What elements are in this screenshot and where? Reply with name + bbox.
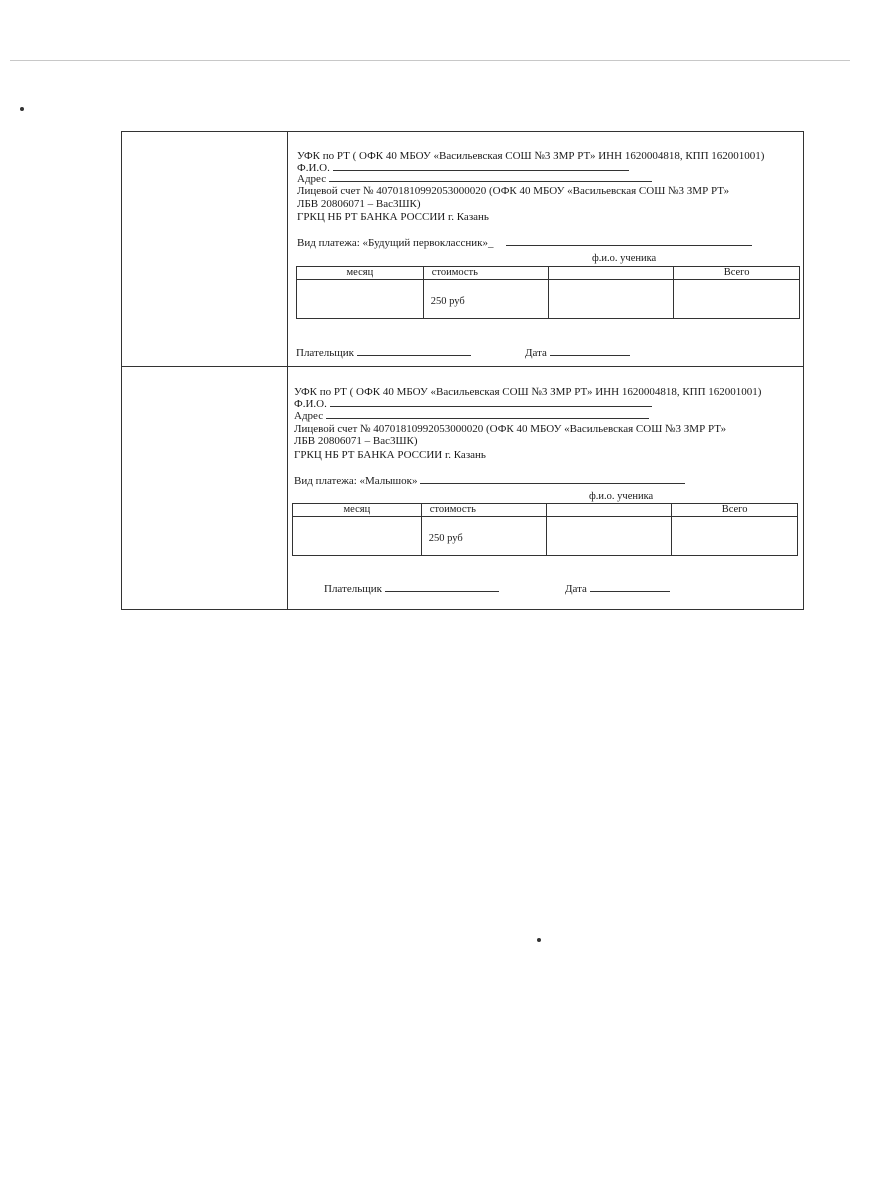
month-header: месяц — [297, 267, 424, 280]
cost-cell — [423, 280, 548, 319]
payer-signature-blank[interactable] — [357, 346, 471, 356]
payment-type-field[interactable] — [297, 236, 752, 249]
month-header: месяц — [293, 504, 422, 517]
address-field[interactable] — [297, 172, 652, 185]
student-name-caption: ф.и.о. ученика — [589, 491, 654, 502]
blank-header — [548, 267, 674, 280]
table-row — [293, 517, 798, 556]
page-top-rule — [10, 60, 850, 61]
payment-table — [292, 503, 798, 556]
payment-type-label: Вид платежа: «Будущий первоклассник»_ — [297, 237, 494, 249]
price-value: 250 руб — [430, 295, 465, 307]
date-field[interactable] — [565, 582, 670, 595]
fio-label: Ф.И.О. — [297, 162, 330, 174]
fio-blank[interactable] — [330, 397, 652, 407]
blank-cell[interactable] — [546, 517, 672, 556]
payer-label: Плательщик — [296, 347, 354, 359]
cost-header: стоимость — [421, 504, 546, 517]
table-row — [297, 280, 800, 319]
account-line: Лицевой счет № 40701810992053000020 (ОФК 40 МБОУ «Васильевская СОШ №3 ЗМР РТ» — [294, 423, 727, 435]
bank-line: ГРКЦ НБ РТ БАНКА РОССИИ г. Казань — [297, 211, 489, 223]
address-label: Адрес — [294, 410, 324, 422]
payment-receipt-1 — [121, 131, 804, 367]
date-blank[interactable] — [550, 346, 630, 356]
address-label: Адрес — [297, 173, 327, 185]
cost-cell — [421, 517, 546, 556]
blank-cell[interactable] — [548, 280, 674, 319]
date-blank[interactable] — [590, 582, 670, 592]
date-label: Дата — [525, 347, 547, 359]
total-cell[interactable] — [672, 517, 798, 556]
total-cell[interactable] — [674, 280, 800, 319]
payer-label: Плательщик — [324, 583, 382, 595]
table-header-row — [293, 504, 798, 517]
scan-speck — [20, 107, 24, 111]
payer-field[interactable] — [324, 582, 499, 595]
payment-type-label: Вид платежа: «Малышок» — [294, 475, 418, 487]
total-header: Всего — [672, 504, 798, 517]
recipient-line: УФК по РТ ( ОФК 40 МБОУ «Васильевская СОШ №3 ЗМР РТ» ИНН 1620004818, КПП 162001001) — [297, 150, 765, 162]
payment-type-field[interactable] — [294, 474, 685, 487]
lbv-line: ЛБВ 20806071 – Вас3ШК) — [294, 435, 418, 447]
date-label: Дата — [565, 583, 587, 595]
student-name-caption: ф.и.о. ученика — [592, 253, 657, 264]
cost-header: стоимость — [423, 267, 548, 280]
blank-header — [546, 504, 672, 517]
total-header: Всего — [674, 267, 800, 280]
address-blank[interactable] — [329, 172, 652, 182]
student-name-blank[interactable] — [506, 236, 752, 246]
payment-table — [296, 266, 800, 319]
receipt-stub — [122, 367, 288, 609]
receipt-stub — [122, 132, 288, 366]
lbv-line: ЛБВ 20806071 – Вас3ШК) — [297, 198, 421, 210]
payment-receipt-2 — [121, 367, 804, 610]
month-cell[interactable] — [297, 280, 424, 319]
fio-label: Ф.И.О. — [294, 398, 327, 410]
month-cell[interactable] — [293, 517, 422, 556]
address-field[interactable] — [294, 409, 649, 422]
bank-line: ГРКЦ НБ РТ БАНКА РОССИИ г. Казань — [294, 449, 486, 461]
scan-speck — [537, 938, 541, 942]
date-field[interactable] — [525, 346, 630, 359]
account-line: Лицевой счет № 40701810992053000020 (ОФК 40 МБОУ «Васильевская СОШ №3 ЗМР РТ» — [297, 185, 730, 197]
address-blank[interactable] — [326, 409, 649, 419]
student-name-blank[interactable] — [420, 474, 685, 484]
payer-signature-blank[interactable] — [385, 582, 499, 592]
table-header-row — [297, 267, 800, 280]
payer-field[interactable] — [296, 346, 471, 359]
fio-blank[interactable] — [333, 161, 629, 171]
recipient-line: УФК по РТ ( ОФК 40 МБОУ «Васильевская СОШ №3 ЗМР РТ» ИНН 1620004818, КПП 162001001) — [294, 386, 762, 398]
price-value: 250 руб — [428, 532, 463, 544]
